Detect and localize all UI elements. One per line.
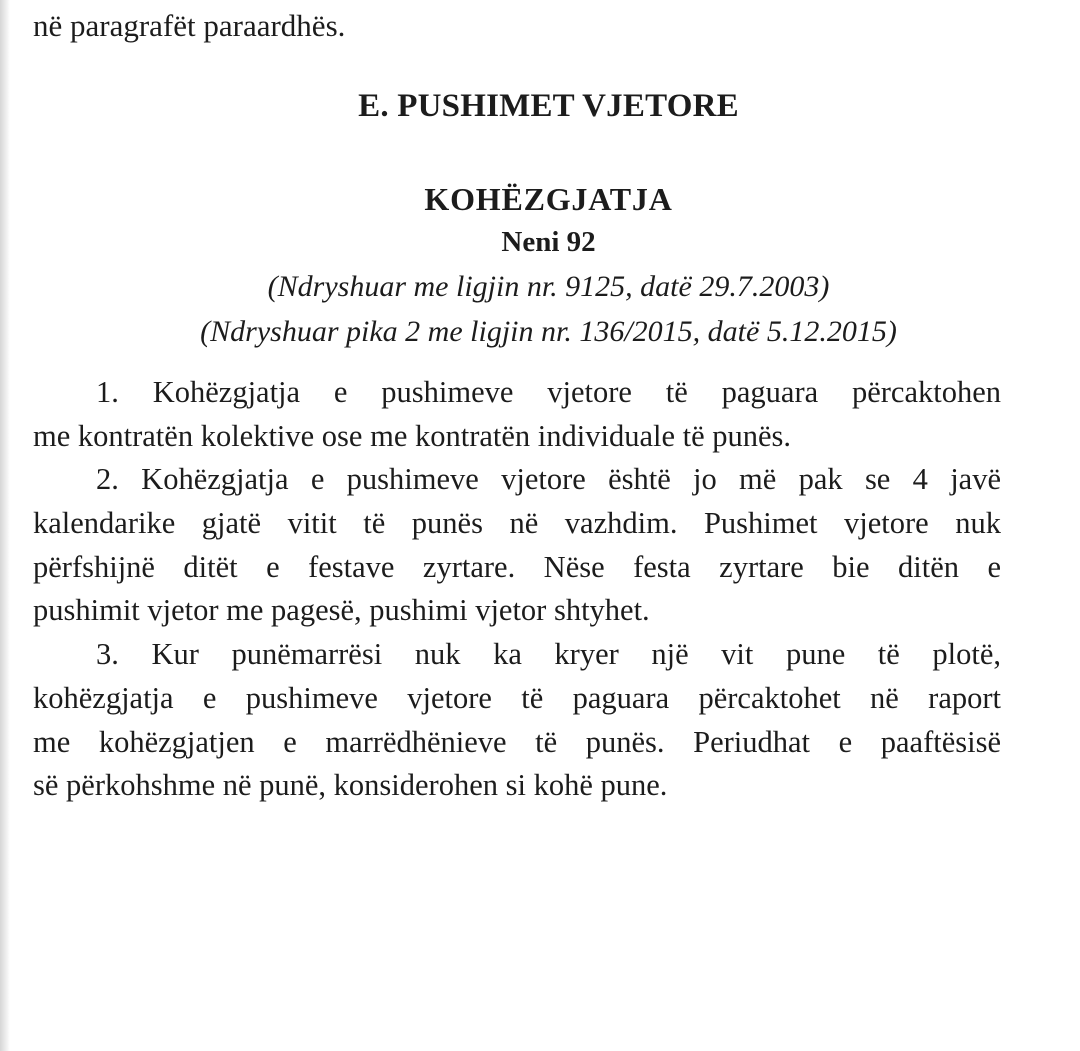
continuation-text: në paragrafët paraardhës. — [33, 8, 346, 43]
paragraph-3-line-2: kohëzgjatja e pushimeve vjetore të paguara përcaktohet në raport — [33, 680, 1001, 715]
paragraph-3-line-4: së përkohshme në punë, konsiderohen si kohë pune. — [33, 768, 668, 803]
paragraph-3-line-1: 3. Kur punëmarrësi nuk ka kryer një vit pune të plotë, — [96, 637, 1001, 672]
amendment-note-2: (Ndryshuar pika 2 me ligjin nr. 136/2015, datë 5.12.2015) — [200, 315, 897, 348]
paragraph-1-line-2: me kontratën kolektive ose me kontratën individuale të punës. — [33, 418, 792, 453]
paragraph-2-line-1: 2. Kohëzgjatja e pushimeve vjetore është jo më pak se 4 javë — [96, 462, 1001, 497]
article-body — [33, 371, 1001, 808]
section-title: E. PUSHIMET VJETORE — [358, 88, 739, 124]
article-subtitle: KOHËZGJATJA — [424, 181, 673, 217]
article-number: Neni 92 — [501, 226, 596, 258]
paragraph-1-line-1: 1. Kohëzgjatja e pushimeve vjetore të paguara përcaktohen — [96, 375, 1001, 409]
amendment-note-1: (Ndryshuar me ligjin nr. 9125, datë 29.7.2003) — [267, 270, 830, 303]
paragraph-2-line-2: kalendarike gjatë vitit të punës në vazhdim. Pushimet vjetore nuk — [33, 506, 1001, 541]
page-left-edge-shadow — [0, 0, 10, 1051]
paragraph-2-line-3: përfshijnë ditët e festave zyrtare. Nëse festa zyrtare bie ditën e — [33, 549, 1001, 584]
paragraph-2-line-4: pushimit vjetor me pagesë, pushimi vjetor shtyhet. — [33, 593, 650, 628]
paragraph-3-line-3: me kohëzgjatjen e marrëdhënieve të punës. Periudhat e paaftësisë — [33, 724, 1001, 759]
